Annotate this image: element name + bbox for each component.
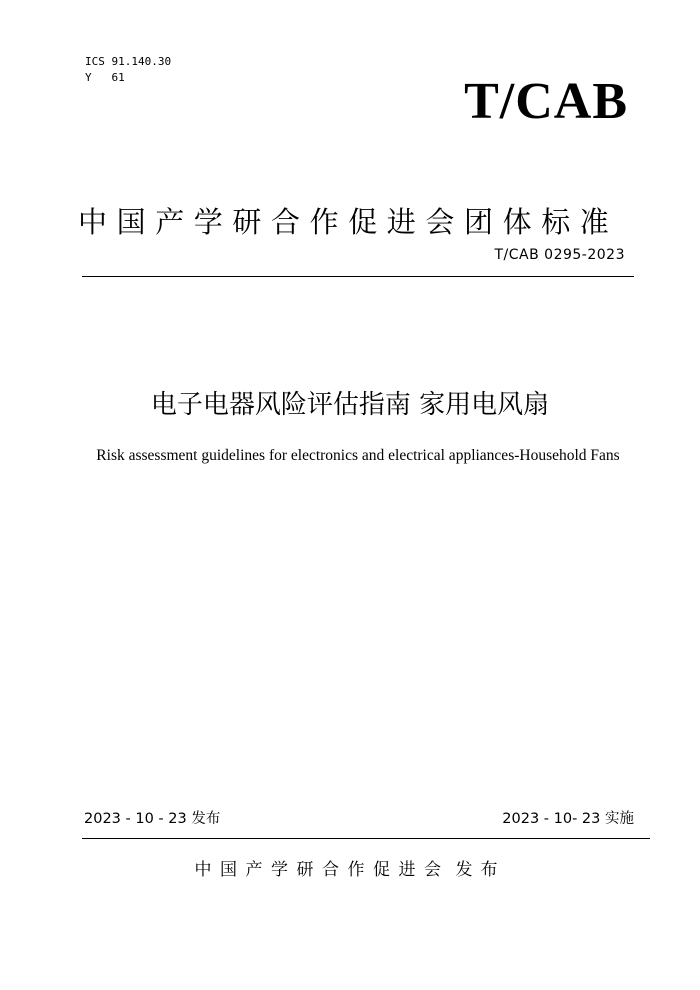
ics-code: ICS 91.140.30 xyxy=(85,55,172,68)
issue-date: 2023 - 10 - 23 发布 xyxy=(84,811,221,827)
document-title-en: Risk assessment guidelines for electronics and electrical appliances-Household Fans xyxy=(96,447,620,464)
implementation-date: 2023 - 10- 23 实施 xyxy=(502,811,634,827)
classification-codes xyxy=(85,54,171,86)
publisher-org: 中国产学研合作促进会 xyxy=(194,860,450,880)
bottom-divider xyxy=(82,838,650,839)
org-standard-title: 中国产学研合作促进会团体标准 xyxy=(78,205,619,239)
tcab-logo: T/CAB xyxy=(464,73,628,130)
document-title-cn: 电子电器风险评估指南 家用电风扇 xyxy=(150,390,550,420)
ccs-code: Y 61 xyxy=(85,71,125,84)
standard-number: T/CAB 0295-2023 xyxy=(494,247,625,263)
publisher-action: 发布 xyxy=(455,860,506,880)
top-divider xyxy=(82,276,634,277)
publisher-line xyxy=(0,857,700,883)
